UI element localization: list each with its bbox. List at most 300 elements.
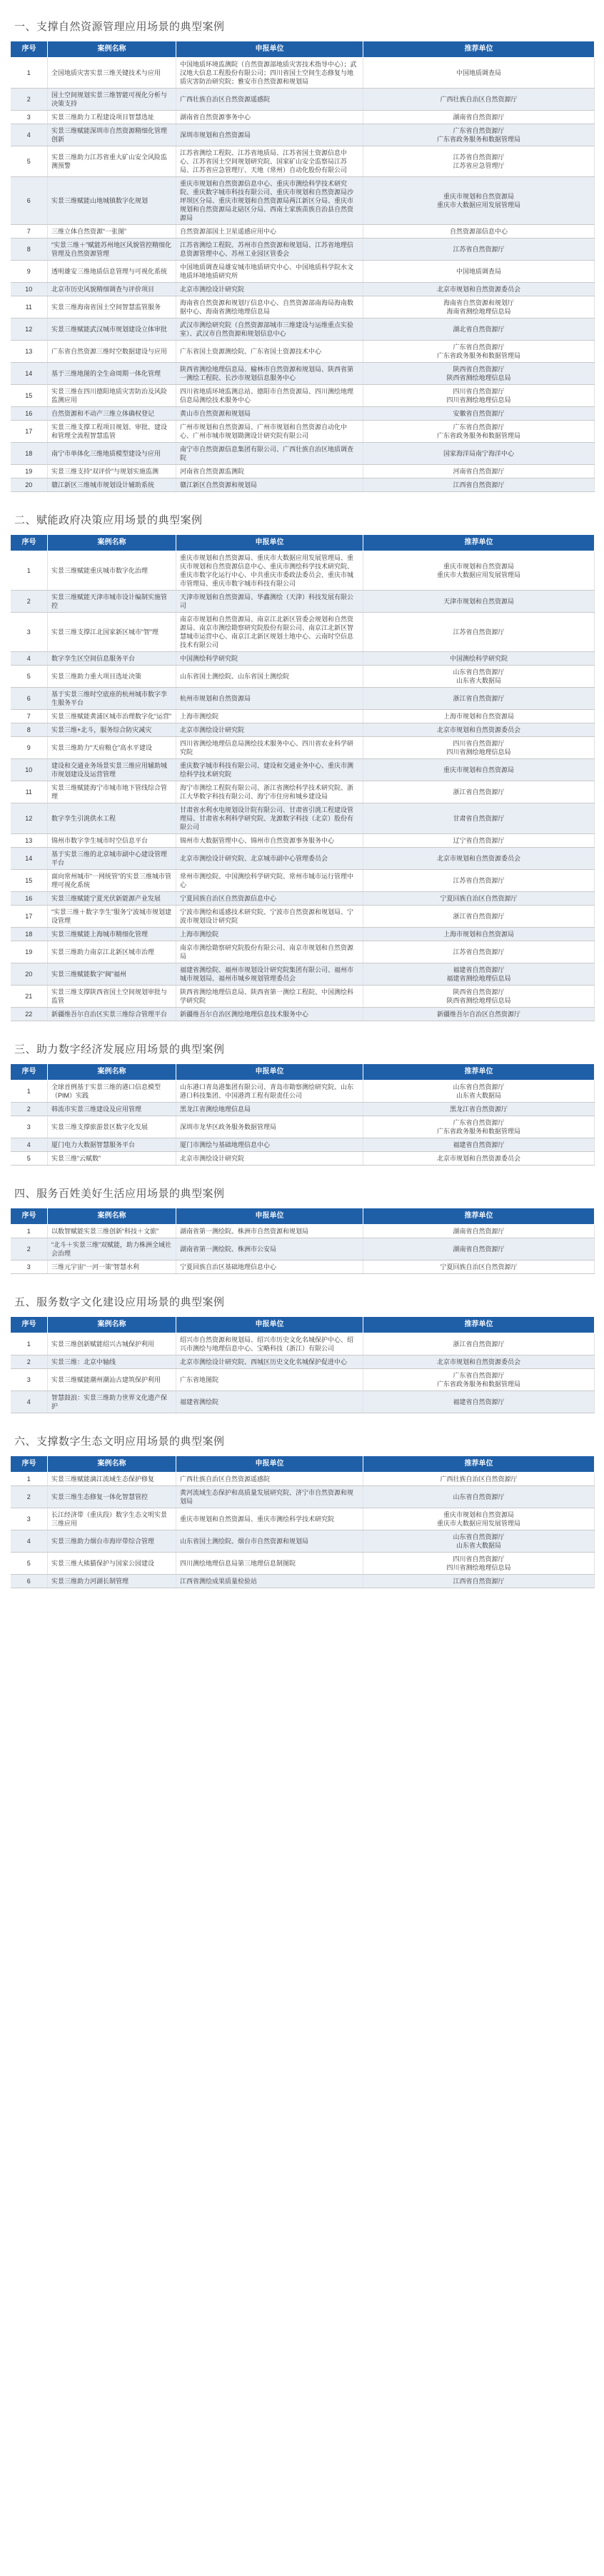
cell-applicant-text: 天津市规划和自然资源局、华鑫测绘（天津）科技发展有限公司 xyxy=(180,593,354,609)
cell-applicant-text: 赣江新区自然资源和规划局 xyxy=(180,481,258,488)
cell-recommender xyxy=(363,465,595,478)
cell-case-name xyxy=(48,319,176,341)
cell-no-text: 20 xyxy=(25,481,33,488)
cell-recommender-text: 黑龙江省自然资源厅 xyxy=(449,1106,508,1113)
cell-case-name-text: 三维立体自然资源“一张图” xyxy=(51,228,126,235)
cell-no xyxy=(11,1508,48,1530)
cell-case-name xyxy=(48,1008,176,1021)
cell-applicant-text: 北京市测绘设计研究院、西城区历史文化名城保护促进中心 xyxy=(180,1358,348,1365)
cell-recommender-text: 浙江省自然资源厅 xyxy=(453,913,505,920)
header-case-name: 案例名称 xyxy=(48,1317,176,1333)
cell-no xyxy=(11,1225,48,1238)
cell-no xyxy=(11,225,48,239)
cell-recommender-text: 北京市规划和自然资源委员会 xyxy=(436,1358,520,1365)
cell-no-text: 20 xyxy=(25,971,33,978)
cell-case-name-text: 国土空间规划实景三维智能可视化分析与决策支持 xyxy=(51,91,168,107)
cell-applicant-text: 湖南省自然资源事务中心 xyxy=(180,114,251,121)
table-row xyxy=(11,591,595,613)
cell-recommender xyxy=(363,759,595,781)
table-header-row xyxy=(11,1208,595,1225)
header-no: 序号 xyxy=(11,1456,48,1473)
table-row xyxy=(11,385,595,407)
cell-no-text: 2 xyxy=(26,598,31,605)
cell-no-text: 10 xyxy=(25,766,33,773)
cell-recommender-text: 重庆市规划和自然资源局 xyxy=(443,766,514,773)
cell-applicant-text: 山东省国土测绘院、山东省国土测绘院 xyxy=(180,673,290,680)
cell-applicant-text: 四川测绘地理信息局第三地理信息制图院 xyxy=(180,1560,296,1567)
cell-case-name xyxy=(48,1553,176,1575)
cell-applicant-text: 北京市测绘设计研究院 xyxy=(180,726,245,733)
cell-recommender xyxy=(363,781,595,803)
cell-recommender xyxy=(363,551,595,591)
cell-no xyxy=(11,261,48,283)
cell-case-name xyxy=(48,710,176,723)
cell-applicant-text: 黄山市自然资源和规划局 xyxy=(180,410,251,417)
section-title: 四、服务百姓美好生活应用场景的典型案例 xyxy=(14,1188,225,1200)
header-applicant: 申报单位 xyxy=(176,535,363,551)
cell-no xyxy=(11,1486,48,1508)
cell-no xyxy=(11,1152,48,1166)
cell-recommender xyxy=(363,1553,595,1575)
cell-applicant-text: 自然资源部国土卫星遥感应用中心 xyxy=(180,228,277,235)
cell-applicant xyxy=(176,834,363,848)
cell-no-text: 16 xyxy=(25,410,33,417)
cell-applicant xyxy=(176,613,363,652)
cell-recommender xyxy=(363,613,595,652)
cell-applicant xyxy=(176,58,363,89)
cell-recommender xyxy=(363,1575,595,1588)
table-row xyxy=(11,781,595,803)
cell-no-text: 5 xyxy=(26,673,31,680)
cell-no xyxy=(11,928,48,941)
table-row xyxy=(11,1369,595,1391)
cell-case-name-text: 实景三维支撑陕西省国土空间规划审批与监管 xyxy=(51,988,168,1004)
cell-no-text: 22 xyxy=(25,1011,33,1018)
cell-no-text: 15 xyxy=(25,392,33,399)
cell-case-name-text: 实景三维赋能重庆城市数字化治理 xyxy=(51,567,149,574)
table-row xyxy=(11,870,595,892)
cell-case-name-text: 三维元宇宙“一河一策”智慧水利 xyxy=(51,1263,139,1271)
cell-recommender xyxy=(363,421,595,443)
cell-recommender xyxy=(363,1355,595,1369)
cell-no-text: 2 xyxy=(26,96,31,103)
cell-case-name xyxy=(48,465,176,478)
table-row xyxy=(11,710,595,723)
cell-case-name xyxy=(48,421,176,443)
cell-no xyxy=(11,666,48,688)
table-header-row xyxy=(11,41,595,58)
cell-recommender xyxy=(363,1116,595,1138)
cell-applicant xyxy=(176,261,363,283)
cell-applicant xyxy=(176,239,363,261)
cell-no-text: 3 xyxy=(26,1515,31,1523)
case-table xyxy=(10,1316,595,1413)
cell-recommender-text: 广西壮族自治区自然资源厅 xyxy=(440,1475,518,1483)
cell-no xyxy=(11,723,48,737)
cell-applicant-text: 江苏省测绘工程院、江苏省地质局、江苏省国土资源信息中心、江苏省国土空间规划研究院、国家矿山安全监察局江苏局、江苏省应急管理厅、天地（常州）自动化股份有限公司 xyxy=(180,149,348,174)
cell-no-text: 6 xyxy=(26,197,31,204)
table-row xyxy=(11,1261,595,1274)
cell-no xyxy=(11,146,48,177)
cell-recommender-text: 重庆市规划和自然资源局 重庆市大数据应用发展管理局 xyxy=(436,563,520,578)
section-title: 二、赋能政府决策应用场景的典型案例 xyxy=(14,514,203,526)
cell-applicant-text: 湖南省第一测绘院、株洲市自然资源和规划局 xyxy=(180,1228,309,1235)
cell-case-name xyxy=(48,239,176,261)
cell-case-name-text: 实景三维支撑旅游景区数字化发展 xyxy=(51,1123,149,1131)
cell-recommender-text: 中国地质调查局 xyxy=(455,268,501,275)
cell-case-name-text: 建设和交通业务场景实景三维应用辅助城市规划建设及运营管理 xyxy=(51,762,168,778)
cell-recommender xyxy=(363,870,595,892)
cell-case-name-text: 实景三维助力南京江北新区城市治理 xyxy=(51,948,155,956)
cell-recommender-text: 北京市规划和自然资源委员会 xyxy=(436,1155,520,1162)
cell-case-name xyxy=(48,89,176,111)
cell-applicant xyxy=(176,89,363,111)
cell-applicant xyxy=(176,848,363,870)
cell-applicant-text: 江苏省测绘工程院、苏州市自然资源和规划局、江苏省地理信息资源管理中心、苏州工业园区管委会 xyxy=(180,241,354,257)
cell-no xyxy=(11,963,48,986)
cell-case-name xyxy=(48,443,176,465)
cell-applicant xyxy=(176,737,363,759)
cell-case-name xyxy=(48,478,176,492)
table-row xyxy=(11,319,595,341)
cell-applicant-text: 广州市规划和自然资源局、广州市规划和自然资源自动化中心、广州市城市规划勘测设计研究院有限公司 xyxy=(180,424,348,439)
cell-applicant-text: 广西壮族自治区自然资源遥感院 xyxy=(180,96,271,103)
cell-case-name-text: 实景三维赋能天津市城市设计编制实施管控 xyxy=(51,593,168,609)
cell-case-name-text: 基于实景三维时空底座的杭州城市数字孪生服务平台 xyxy=(51,691,168,706)
table-row xyxy=(11,1008,595,1021)
cell-no-text: 16 xyxy=(25,895,33,902)
section-title: 六、支撑数字生态文明应用场景的典型案例 xyxy=(14,1435,225,1448)
cell-case-name-text: 实景三维赋能数字“闽”福州 xyxy=(51,971,126,978)
cell-recommender-text: 中国测绘科学研究院 xyxy=(449,655,508,662)
case-table xyxy=(10,1208,595,1274)
table-row xyxy=(11,146,595,177)
cell-applicant xyxy=(176,407,363,421)
cell-recommender xyxy=(363,1333,595,1355)
cell-recommender xyxy=(363,652,595,666)
cell-case-name xyxy=(48,688,176,710)
cell-case-name-text: 实景三维赋能漓江流域生态保护修复 xyxy=(51,1475,155,1483)
cell-case-name xyxy=(48,261,176,283)
table-row xyxy=(11,834,595,848)
cell-case-name-text: 数字孪生引洮供水工程 xyxy=(51,815,116,822)
cell-case-name xyxy=(48,1473,176,1486)
cell-case-name-text: 实景三维大熊猫保护与国家公园建设 xyxy=(51,1560,155,1567)
cell-recommender xyxy=(363,363,595,385)
cell-applicant-text: 北京市测绘设计研究院、北京城市副中心管理委员会 xyxy=(180,855,328,862)
cell-recommender-text: 北京市规划和自然资源委员会 xyxy=(436,855,520,862)
cell-applicant xyxy=(176,385,363,407)
cell-recommender xyxy=(363,341,595,363)
cell-applicant-text: 深圳市龙华区政务服务数据管理局 xyxy=(180,1123,277,1131)
table-row xyxy=(11,225,595,239)
table-row xyxy=(11,1081,595,1103)
cell-recommender xyxy=(363,941,595,963)
cell-case-name xyxy=(48,906,176,928)
table-header-row xyxy=(11,1317,595,1333)
cell-applicant xyxy=(176,652,363,666)
cell-no-text: 15 xyxy=(25,877,33,884)
cell-applicant-text: 上海市测绘院 xyxy=(180,713,219,720)
cell-case-name-text: 全国地质灾害实景三维关键技术与应用 xyxy=(51,69,161,76)
table-row xyxy=(11,465,595,478)
cell-no-text: 1 xyxy=(26,1088,31,1095)
cell-case-name-text: 实景三维“云赋数” xyxy=(51,1155,101,1162)
cell-applicant-text: 南京市测绘勘察研究院股份有限公司、南京市规划和自然资源局 xyxy=(180,944,354,960)
section-title: 五、服务数字文化建设应用场景的典型案例 xyxy=(14,1296,225,1308)
cell-applicant-text: 宁夏回族自治区自然资源信息中心 xyxy=(180,895,277,902)
cell-no xyxy=(11,89,48,111)
cell-no-text: 2 xyxy=(26,1493,31,1500)
cell-no xyxy=(11,737,48,759)
table-row xyxy=(11,1333,595,1355)
cell-no xyxy=(11,58,48,89)
table-header-row xyxy=(11,535,595,551)
cell-recommender xyxy=(363,1138,595,1152)
cell-applicant xyxy=(176,363,363,385)
cell-applicant xyxy=(176,1473,363,1486)
cell-no xyxy=(11,407,48,421)
cell-applicant xyxy=(176,124,363,146)
cell-case-name-text: 实景三维赋能山地城镇数字化规划 xyxy=(51,197,149,204)
cell-case-name xyxy=(48,225,176,239)
header-applicant: 申报单位 xyxy=(176,1064,363,1081)
cell-case-name-text: 实景三维在四川德阳地质灾害防治及风险监测应用 xyxy=(51,388,168,404)
cell-no xyxy=(11,465,48,478)
cell-no-text: 4 xyxy=(26,131,31,139)
section-title: 三、助力数字经济发展应用场景的典型案例 xyxy=(14,1043,225,1056)
cell-case-name xyxy=(48,1238,176,1261)
cell-recommender xyxy=(363,737,595,759)
cell-case-name xyxy=(48,834,176,848)
cell-recommender-text: 江苏省自然资源厅 xyxy=(453,628,505,636)
table-row xyxy=(11,892,595,906)
cell-recommender-text: 宁夏回族自治区自然资源厅 xyxy=(440,895,518,902)
cell-case-name-text: 实景三维海南省国土空间智慧监管服务 xyxy=(51,304,161,311)
cell-recommender-text: 湖北省自然资源厅 xyxy=(453,326,505,333)
cell-recommender xyxy=(363,710,595,723)
cell-case-name-text: 厦门电力大数据智慧服务平台 xyxy=(51,1141,136,1148)
cell-applicant-text: 厦门市测绘与基础地理信息中心 xyxy=(180,1141,271,1148)
table-row xyxy=(11,1152,595,1166)
cell-recommender-text: 山东省自然资源厅 山东省大数据局 xyxy=(453,668,505,684)
cell-applicant-text: 广东省地图院 xyxy=(180,1376,219,1383)
cell-no-text: 3 xyxy=(26,628,31,636)
cell-recommender-text: 福建省自然资源厅 福建省测绘地理信息局 xyxy=(446,966,511,982)
cell-applicant xyxy=(176,892,363,906)
cell-applicant-text: 常州市测绘院、中国测绘科学研究院、常州市城市运行管理中心 xyxy=(180,873,354,888)
table-header-row xyxy=(11,1064,595,1081)
header-applicant: 申报单位 xyxy=(176,41,363,58)
cell-recommender-text: 江苏省自然资源厅 xyxy=(453,246,505,253)
cell-no-text: 18 xyxy=(25,450,33,457)
cell-case-name-text: 实景三维创新赋能绍兴古城保护利用 xyxy=(51,1340,155,1348)
cell-case-name-text: 实景三维支撑江北国家新区城市“智”理 xyxy=(51,628,158,636)
table-row xyxy=(11,1553,595,1575)
cell-no-text: 8 xyxy=(26,726,31,733)
cell-case-name xyxy=(48,146,176,177)
cell-recommender-text: 江西省自然资源厅 xyxy=(453,1578,505,1585)
cell-recommender xyxy=(363,177,595,225)
cell-recommender xyxy=(363,666,595,688)
cell-no xyxy=(11,1553,48,1575)
cell-case-name-text: 实景三维赋能海宁市城市地下管线综合管理 xyxy=(51,784,168,800)
cell-applicant-text: 黄河流域生态保护和高质量发展研究院、济宁市自然资源和规划局 xyxy=(180,1489,354,1505)
cell-case-name-text: “实景三维＋”赋能苏州地区风貌管控精细化管理及自然资源管理 xyxy=(51,241,171,257)
cell-applicant xyxy=(176,963,363,986)
header-applicant: 申报单位 xyxy=(176,1456,363,1473)
cell-recommender xyxy=(363,963,595,986)
cell-applicant-text: 广东省国土资源测绘院、广东省国土资源技术中心 xyxy=(180,348,322,355)
cell-no xyxy=(11,363,48,385)
table-row xyxy=(11,363,595,385)
cell-case-name xyxy=(48,963,176,986)
cell-no-text: 10 xyxy=(25,286,33,293)
cell-recommender xyxy=(363,928,595,941)
cell-recommender-text: 安徽省自然资源厅 xyxy=(453,410,505,417)
cell-recommender-text: 北京市规划和自然资源委员会 xyxy=(436,286,520,293)
cell-case-name xyxy=(48,928,176,941)
cell-case-name xyxy=(48,613,176,652)
cell-case-name xyxy=(48,1081,176,1103)
cell-no-text: 11 xyxy=(25,788,32,796)
cell-recommender xyxy=(363,906,595,928)
cell-recommender-text: 中国地质调查局 xyxy=(455,69,501,76)
cell-case-name-text: 北京市历史风貌精细调查与评价项目 xyxy=(51,286,155,293)
cell-no-text: 21 xyxy=(25,993,33,1000)
cell-applicant xyxy=(176,1116,363,1138)
cell-recommender-text: 北京市规划和自然资源委员会 xyxy=(436,726,520,733)
table-row xyxy=(11,941,595,963)
cell-applicant-text: 江西省测绘成果质量检验站 xyxy=(180,1578,258,1585)
cell-applicant-text: 新疆维吾尔自治区测绘地理信息技术服务中心 xyxy=(180,1011,309,1018)
cell-case-name-text: 新疆维吾尔自治区实景三维综合管理平台 xyxy=(51,1011,168,1018)
cell-no-text: 2 xyxy=(26,1246,31,1253)
cell-no-text: 1 xyxy=(26,1340,31,1348)
cell-case-name xyxy=(48,124,176,146)
cell-no-text: 2 xyxy=(26,1358,31,1365)
cell-applicant-text: 山东港口青岛港集团有限公司、青岛市勘察测绘研究院、山东港口科技集团、中国港湾工程有限责任公司 xyxy=(180,1083,354,1099)
cell-applicant xyxy=(176,1081,363,1103)
cell-no xyxy=(11,551,48,591)
table-row xyxy=(11,688,595,710)
cell-applicant xyxy=(176,111,363,124)
table-row xyxy=(11,1486,595,1508)
cell-recommender-text: 重庆市规划和自然资源局 重庆市大数据应用发展管理局 xyxy=(436,1511,520,1527)
cell-applicant-text: 湖南省第一测绘院、株洲市公安局 xyxy=(180,1246,277,1253)
cell-case-name xyxy=(48,177,176,225)
table-row xyxy=(11,1508,595,1530)
cell-no xyxy=(11,848,48,870)
cell-case-name xyxy=(48,666,176,688)
cell-applicant xyxy=(176,1508,363,1530)
cell-case-name-text: 锦州市数字孪生城市时空信息平台 xyxy=(51,837,149,844)
cell-recommender-text: 浙江省自然资源厅 xyxy=(453,695,505,702)
cell-case-name xyxy=(48,1508,176,1530)
table-row xyxy=(11,1355,595,1369)
cell-case-name-text: 全球首例基于实景三维的港口信息模型（PIM）实践 xyxy=(51,1083,161,1099)
cell-recommender xyxy=(363,848,595,870)
cell-recommender xyxy=(363,892,595,906)
cell-case-name xyxy=(48,803,176,834)
cell-no xyxy=(11,834,48,848)
cell-recommender xyxy=(363,407,595,421)
cell-case-name xyxy=(48,1333,176,1355)
header-applicant: 申报单位 xyxy=(176,1208,363,1225)
cell-recommender xyxy=(363,1530,595,1553)
cell-no xyxy=(11,1261,48,1274)
cell-no-text: 4 xyxy=(26,1538,31,1545)
cell-no xyxy=(11,385,48,407)
cell-no xyxy=(11,1333,48,1355)
cell-case-name-text: 实景三维生态修复一体化智慧管控 xyxy=(51,1493,149,1500)
cell-applicant xyxy=(176,421,363,443)
table-row xyxy=(11,906,595,928)
cell-no xyxy=(11,613,48,652)
cell-case-name-text: 数字孪生区空间信息服务平台 xyxy=(51,655,136,662)
cell-no xyxy=(11,1355,48,1369)
cell-recommender-text: 湖南省自然资源厅 xyxy=(453,114,505,121)
cell-applicant-text: 陕西省测绘地理信息局、陕西省第一测绘工程院、中国测绘科学研究院 xyxy=(180,988,354,1004)
cell-case-name-text: 实景三维助力江苏省重大矿山安全风险监测预警 xyxy=(51,154,168,169)
cell-recommender xyxy=(363,1152,595,1166)
table-row xyxy=(11,443,595,465)
cell-no xyxy=(11,239,48,261)
cell-case-name-text: 南宁市单体化三维地质模型建设与应用 xyxy=(51,450,161,457)
table-row xyxy=(11,963,595,986)
cell-case-name-text: 实景三维赋能武汉城市规划建设立体审批 xyxy=(51,326,168,333)
cell-recommender-text: 陕西省自然资源厅 陕西省测绘地理信息局 xyxy=(446,988,511,1004)
cell-applicant-text: 北京市测绘设计研究院 xyxy=(180,286,245,293)
cell-no-text: 19 xyxy=(25,948,33,956)
cell-applicant-text: 四川省地质环境监测总站、德阳市自然资源局、四川测绘地理信息局测绘技术服务中心 xyxy=(180,388,354,404)
table-row xyxy=(11,1138,595,1152)
cell-recommender-text: 甘肃省自然资源厅 xyxy=(453,815,505,822)
cell-applicant xyxy=(176,1138,363,1152)
cell-case-name xyxy=(48,941,176,963)
cell-no-text: 17 xyxy=(25,913,33,920)
cell-applicant xyxy=(176,1391,363,1413)
cell-applicant xyxy=(176,906,363,928)
cell-recommender-text: 天津市规划和自然资源局 xyxy=(443,598,514,605)
cell-recommender xyxy=(363,1508,595,1530)
cell-applicant xyxy=(176,478,363,492)
cell-case-name xyxy=(48,1355,176,1369)
cell-recommender-text: 江苏省自然资源厅 江苏省应急管理厅 xyxy=(453,154,505,169)
cell-recommender xyxy=(363,723,595,737)
cell-no xyxy=(11,1138,48,1152)
cell-no-text: 6 xyxy=(26,1578,31,1585)
cell-recommender xyxy=(363,1081,595,1103)
cell-case-name-text: 实景三维助力重大项目选址决策 xyxy=(51,673,142,680)
cell-no-text: 14 xyxy=(25,855,33,862)
cell-recommender-text: 上海市规划和自然资源局 xyxy=(443,931,514,938)
table-row xyxy=(11,1116,595,1138)
cell-recommender xyxy=(363,319,595,341)
cell-recommender-text: 江苏省自然资源厅 xyxy=(453,948,505,956)
cell-no xyxy=(11,710,48,723)
cell-case-name-text: 实景三维赋能黄浦区城市治理数字化“运营” xyxy=(51,713,171,720)
cell-applicant xyxy=(176,1369,363,1391)
cell-recommender-text: 广东省自然资源厅 广东省政务服务和数据管理局 xyxy=(436,1372,520,1388)
cell-case-name-text: 长江经济带（重庆段）数字生态文明实景三维应用 xyxy=(51,1511,168,1527)
cell-no-text: 1 xyxy=(26,1228,31,1235)
cell-applicant-text: 中国测绘科学研究院 xyxy=(180,655,238,662)
cell-applicant xyxy=(176,803,363,834)
cell-applicant-text: 中国地质环境监测院（自然资源部地质灾害技术指导中心）；武汉地大信息工程股份有限公司；四川省国土空间生态修复与地质灾害防治研究院；雅安市自然资源和规划局 xyxy=(180,61,357,85)
cell-applicant xyxy=(176,319,363,341)
cell-recommender xyxy=(363,58,595,89)
